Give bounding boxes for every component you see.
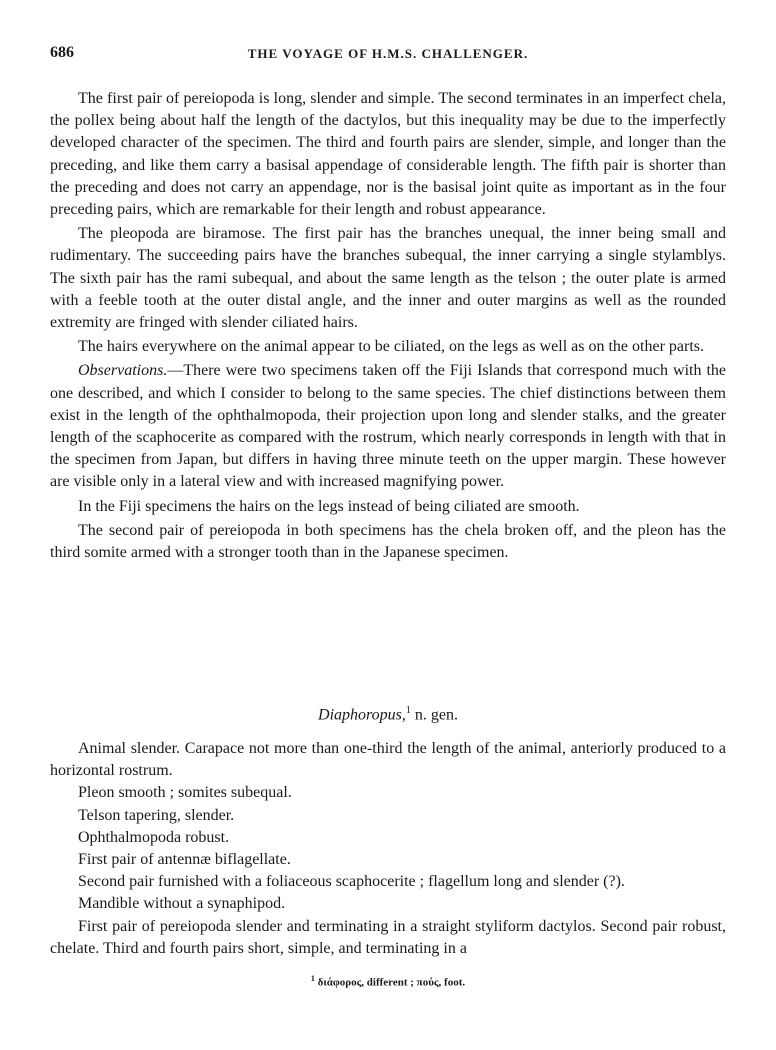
diagnosis-item: Telson tapering, slender. bbox=[78, 806, 235, 824]
footnote-mark: 1 bbox=[310, 974, 315, 983]
genus-diagnosis bbox=[50, 738, 726, 960]
genus-name: Diaphoropus, bbox=[318, 706, 406, 724]
paragraph-observations bbox=[50, 360, 726, 493]
genus-heading bbox=[0, 705, 776, 724]
diagnosis-item: Second pair furnished with a foliaceous scaphocerite ; flagellum long and slender (?). bbox=[78, 873, 625, 891]
observations-label: Observations. bbox=[78, 362, 168, 380]
footnote-text: διάφορος, different ; πούς, foot. bbox=[314, 976, 466, 989]
paragraph-fiji: In the Fiji specimens the hairs on the legs instead of being ciliated are smooth. bbox=[78, 497, 580, 515]
genus-suffix: n. gen. bbox=[410, 706, 458, 724]
paragraph-pleopoda: The pleopoda are biramose. The first pair has the branches unequal, the inner being small and rudimentary. The succeeding pairs have the branches subequal, the inner carrying a single stylamblys. The sixth pair has the rami subequal, and about the same length as the telson ; the outer plate is armed with a feeble tooth at the outer distal angle, and the inner and outer margins as well as the rounded extremity are fringed with slender ciliated hairs. bbox=[50, 225, 726, 332]
diagnosis-item: Pleon smooth ; somites subequal. bbox=[78, 784, 292, 802]
page-number: 686 bbox=[50, 44, 74, 61]
running-title: THE VOYAGE OF H.M.S. CHALLENGER. bbox=[247, 46, 529, 61]
diagnosis-item: Ophthalmopoda robust. bbox=[78, 828, 230, 846]
observations-text: —There were two specimens taken off the Fiji Islands that correspond much with the one described, and which I consider to belong to the same species. The chief distinctions between them exist in the length of the ophthalmopoda, their projection upon long and slender stalks, and the greater length of the scaphocerite as compared with the rostrum, which nearly corresponds in length with that in the specimen from Japan, but differs in having three minute teeth on the upper margin. These however are visible only in a lateral view and with increased magnifying power. bbox=[50, 362, 726, 491]
diagnosis-first: Animal slender. Carapace not more than one-third the length of the animal, anteriorly produced to a horizontal rostrum. bbox=[50, 740, 726, 780]
paragraph-second-pair: The second pair of pereiopoda in both specimens has the chela broken off, and the pleon has the third somite armed with a stronger tooth than in the Japanese specimen. bbox=[50, 521, 726, 562]
diagnosis-item: First pair of antennæ biflagellate. bbox=[78, 851, 291, 869]
footnote bbox=[0, 974, 776, 989]
page-header bbox=[50, 44, 726, 66]
footnote-reference: 1 bbox=[405, 705, 411, 716]
diagnosis-item: Mandible without a synaphipod. bbox=[78, 895, 286, 913]
main-text bbox=[50, 88, 726, 566]
paragraph-hairs: The hairs everywhere on the animal appear to be ciliated, on the legs as well as on the other parts. bbox=[78, 338, 704, 356]
diagnosis-last: First pair of pereiopoda slender and terminating in a straight styliform dactylos. Second pair robust, chelate. Third and fourth pairs short, simple, and terminating in a bbox=[50, 917, 726, 957]
paragraph-pereiopoda: The first pair of pereiopoda is long, slender and simple. The second terminates in an imperfect chela, the pollex being about half the length of the dactylos, but this inequality may be due to the imperfectly developed character of the specimen. The third and fourth pairs are slender, simple, and longer than the preceding, and like them carry a basisal appendage of considerable length. The fifth pair is shorter than the preceding and does not carry an appendage, nor is the basisal joint quite as important as in the four preceding pairs, which are remarkable for their length and robust appearance. bbox=[50, 90, 726, 219]
